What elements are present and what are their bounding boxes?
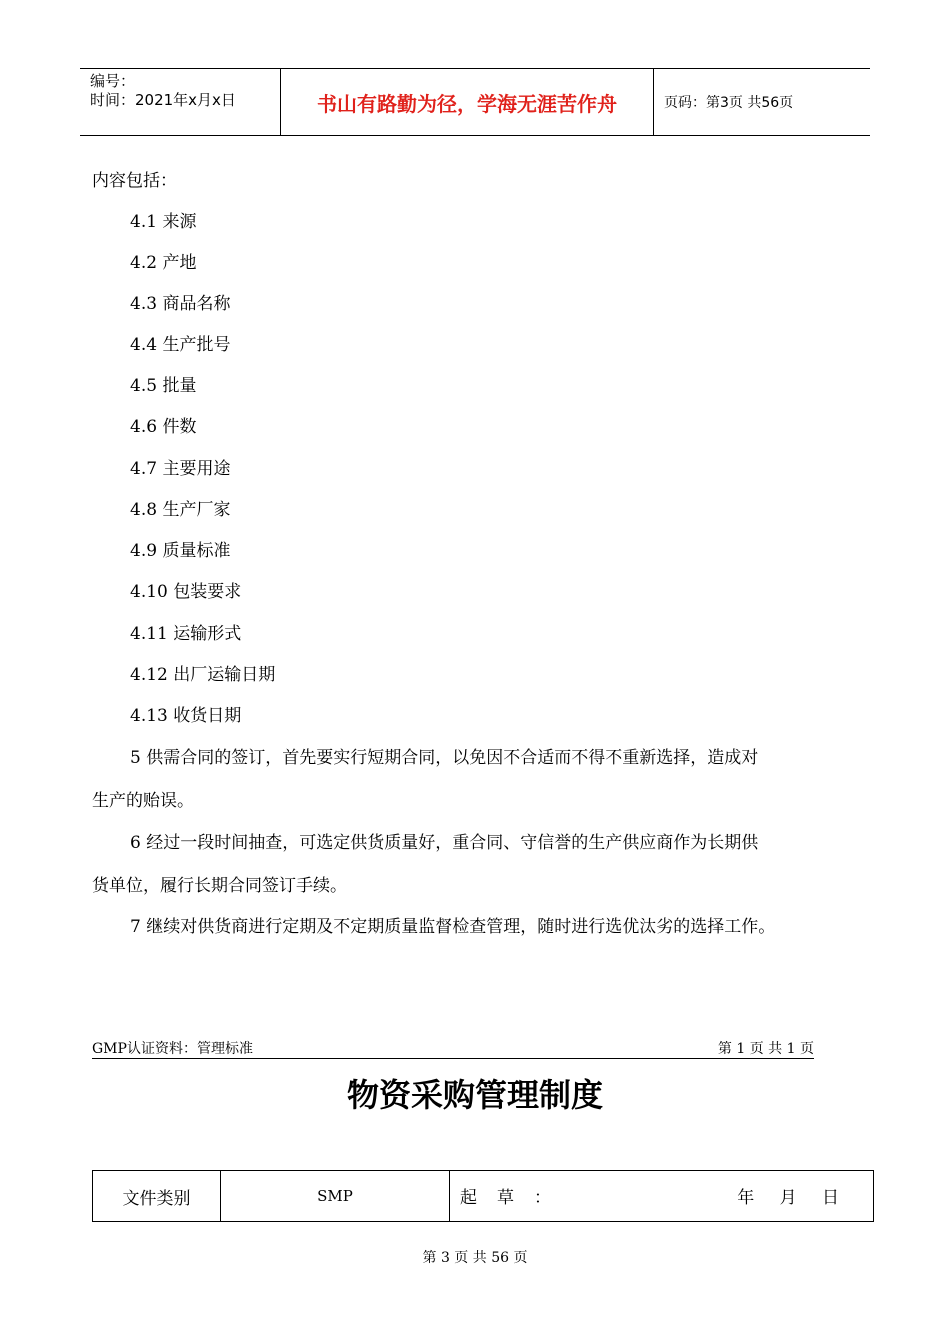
list-item: 4.4 生产批号 (130, 335, 231, 355)
page-header (80, 68, 870, 136)
list-item: 4.13 收货日期 (130, 706, 242, 726)
document-title: 物资采购管理制度 (346, 1076, 603, 1114)
list-item: 4.5 批量 (130, 376, 197, 396)
time-label: 时间：2021年x月x日 (90, 91, 236, 109)
date-fields: 年 月 日 (737, 1188, 839, 1208)
document-info-table (92, 1170, 874, 1222)
list-item: 4.7 主要用途 (130, 459, 231, 479)
number-label: 编号： (90, 72, 136, 90)
list-item: 4.2 产地 (130, 253, 197, 273)
gmp-left: GMP认证资料：管理标准 (92, 1041, 253, 1057)
header-page-info: 页码：第3页 共56页 (664, 95, 794, 111)
paragraph-6-line2: 货单位，履行长期合同签订手续。 (92, 876, 347, 896)
list-item: 4.10 包装要求 (130, 582, 242, 602)
paragraph-5-line1: 5 供需合同的签订，首先要实行短期合同，以免因不合适而不得不重新选择，造成对 (130, 748, 759, 768)
gmp-page: 第 1 页 共 1 页 (717, 1041, 814, 1057)
intro-text: 内容包括： (92, 171, 177, 191)
page-footer: 第 3 页 共 56 页 (422, 1250, 528, 1266)
paragraph-6-line1: 6 经过一段时间抽查，可选定供货质量好，重合同、守信誉的生产供应商作为长期供 (130, 833, 759, 853)
list-item: 4.9 质量标准 (130, 541, 231, 561)
paragraph-7-line1: 7 继续对供货商进行定期及不定期质量监督检查管理，随时进行选优汰劣的选择工作。 (130, 917, 776, 937)
header-motto: 书山有路勤为径，学海无涯苦作舟 (281, 69, 654, 135)
list-item: 4.11 运输形式 (130, 624, 242, 644)
paragraph-5-line2: 生产的贻误。 (92, 791, 194, 811)
category-label: 文件类别 (93, 1171, 221, 1221)
list-item: 4.3 商品名称 (130, 294, 231, 314)
category-value: SMP (221, 1171, 450, 1221)
header-meta (80, 69, 281, 135)
list-item: 4.1 来源 (130, 212, 197, 232)
list-item: 4.12 出厂运输日期 (130, 665, 276, 685)
draft-label: 起草： (460, 1188, 571, 1208)
list-item: 4.8 生产厂家 (130, 500, 231, 520)
draft-cell (450, 1171, 873, 1221)
gmp-header (92, 1040, 814, 1059)
list-item: 4.6 件数 (130, 417, 197, 437)
